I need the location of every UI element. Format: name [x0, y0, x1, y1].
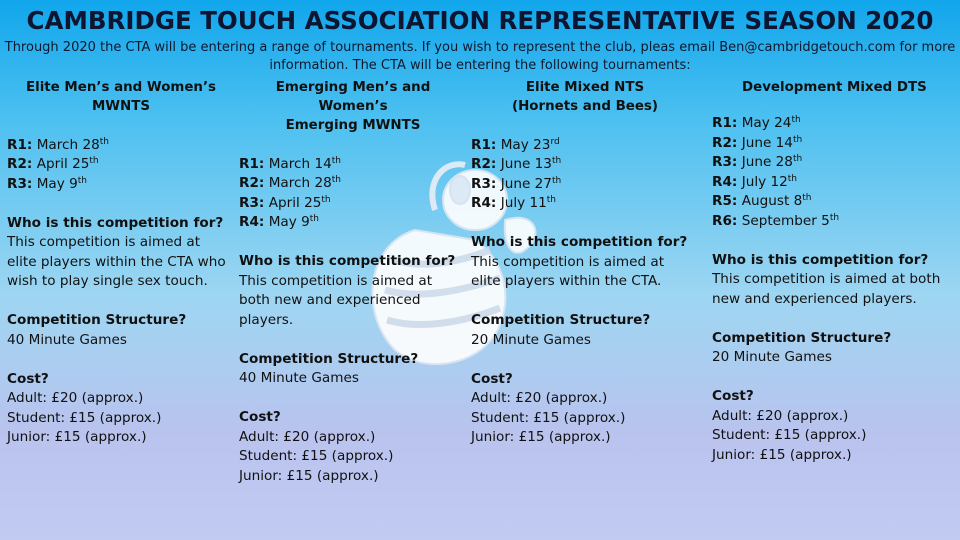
who-question: Who is this competition for?	[7, 214, 224, 231]
who-question: Who is this competition for?	[712, 251, 929, 268]
column-heading	[712, 78, 952, 97]
round-item: R3: May 9th	[7, 175, 88, 192]
round-item: R2: June 14th	[712, 134, 803, 151]
column-heading	[239, 78, 467, 135]
structure-question: Competition Structure?	[712, 329, 892, 346]
cost-item: Adult: £20 (approx.)	[471, 390, 608, 406]
cost-item: Adult: £20 (approx.)	[7, 390, 144, 406]
intro-text	[0, 39, 960, 75]
cost-item: Junior: £15 (approx.)	[7, 429, 147, 445]
who-question: Who is this competition for?	[239, 253, 456, 269]
column-heading	[471, 78, 699, 116]
who-answer-line: This competition is aimed at both	[712, 271, 941, 287]
tournament-column-development-dts	[712, 78, 952, 465]
who-answer-line: players.	[239, 311, 294, 328]
cost-item: Student: £15 (approx.)	[471, 409, 626, 426]
cost-item: Junior: £15 (approx.)	[471, 429, 611, 445]
page-title: CAMBRIDGE TOUCH ASSOCIATION REPRESENTATIVE SEASON 2020	[26, 6, 934, 35]
heading-line: Elite Men’s and Women’s	[25, 80, 217, 95]
heading-line: (Hornets and Bees)	[511, 99, 659, 114]
heading-line: MWNTS	[91, 99, 151, 114]
intro-line-1: Through 2020 the CTA will be entering a range of tournaments. If you wish to represent the club, pleas email Ben@cambridgetouch.com for more	[4, 40, 956, 55]
cost-item: Adult: £20 (approx.)	[712, 407, 849, 424]
round-item: R4: July 12th	[712, 173, 798, 190]
who-answer-line: This competition is aimed at	[471, 253, 665, 270]
cost-question: Cost?	[471, 370, 513, 387]
structure-answer: 40 Minute Games	[7, 331, 127, 348]
round-item: R2: March 28th	[239, 175, 341, 191]
who-answer-line: new and experienced players.	[712, 290, 917, 307]
who-answer-line: This competition is aimed at	[239, 272, 433, 289]
tournament-column-elite-mwnts	[7, 78, 235, 448]
who-answer-line: elite players within the CTA who	[7, 253, 226, 270]
structure-question: Competition Structure?	[471, 312, 651, 328]
tournament-column-emerging-mwnts	[239, 78, 467, 486]
cost-item: Junior: £15 (approx.)	[239, 467, 379, 484]
structure-question: Competition Structure?	[239, 350, 419, 367]
who-answer-line: wish to play single sex touch.	[7, 273, 208, 289]
cost-item: Student: £15 (approx.)	[7, 409, 162, 426]
round-item: R1: May 23rd	[471, 136, 560, 153]
round-item: R3: April 25th	[239, 194, 331, 211]
who-answer-line: both new and experienced	[239, 292, 421, 308]
cost-item: Adult: £20 (approx.)	[239, 428, 376, 445]
structure-answer: 20 Minute Games	[471, 331, 591, 348]
intro-line-2: information. The CTA will be entering the following tournaments:	[269, 58, 691, 73]
round-item: R5: August 8th	[712, 193, 812, 209]
heading-line: Elite Mixed NTS	[525, 80, 645, 95]
round-item: R1: May 24th	[712, 115, 801, 131]
cost-question: Cost?	[239, 409, 281, 425]
round-item: R2: June 13th	[471, 156, 562, 172]
who-answer-line: elite players within the CTA.	[471, 273, 662, 289]
structure-answer: 20 Minute Games	[712, 349, 832, 365]
cost-question: Cost?	[7, 370, 49, 387]
cost-question: Cost?	[712, 388, 754, 404]
round-item: R1: March 14th	[239, 155, 341, 172]
cost-item: Junior: £15 (approx.)	[712, 446, 852, 463]
structure-answer: 40 Minute Games	[239, 370, 359, 386]
round-item: R2: April 25th	[7, 156, 99, 172]
heading-line: Emerging Men’s and Women’s	[275, 80, 431, 114]
round-item: R4: May 9th	[239, 214, 320, 230]
structure-question: Competition Structure?	[7, 312, 187, 328]
who-answer-line: This competition is aimed at	[7, 234, 201, 250]
cost-item: Student: £15 (approx.)	[712, 427, 867, 443]
round-item: R4: July 11th	[471, 195, 557, 211]
round-item: R3: June 27th	[471, 175, 562, 192]
column-heading	[7, 78, 235, 116]
tournament-column-elite-mixed-nts	[471, 78, 699, 448]
cost-item: Student: £15 (approx.)	[239, 448, 394, 464]
who-question: Who is this competition for?	[471, 234, 688, 250]
round-item: R1: March 28th	[7, 136, 109, 153]
heading-line: Emerging MWNTS	[285, 118, 421, 133]
round-item: R6: September 5th	[712, 212, 840, 229]
round-item: R3: June 28th	[712, 154, 803, 170]
heading-line: Development Mixed DTS	[742, 80, 927, 95]
